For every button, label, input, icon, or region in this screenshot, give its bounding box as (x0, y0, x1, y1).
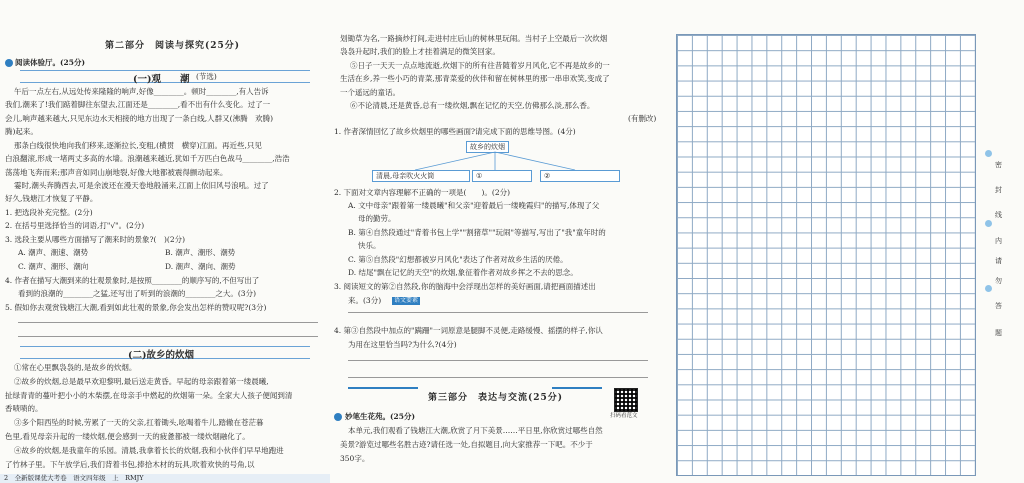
question-1: 1. 把选段补充完整。(2分) (5, 208, 93, 217)
a2-line-2: 扯绿青青的蔓叶把小小的木柴摆,在母亲手中燃起的炊烟第一朵。全家大人孩子便闻到清 (5, 391, 293, 400)
mid-top-line-5: ⑥不论清晨,还是黄昏,总有一缕炊烟,飘在记忆的天空,仿佛那么淡,那么香。 (350, 101, 595, 110)
question-4-line-0: 4. 作者在描写大潮到来的壮观景象时,是按照________的顺序写的,不但写出了 (5, 276, 260, 285)
a2-line-7: 了竹林子里。下午放学后,我们背着书包,捧拾木材的玩具,吹着欢快的号角,以 (5, 460, 255, 469)
mindmap-branch-1: 清晨,母亲吹火火筒 (372, 170, 470, 182)
side-char-6: 答 (995, 302, 1002, 310)
seal-dot-icon (985, 220, 992, 227)
section1-title: 阅读体验厅。(25分) (15, 58, 86, 67)
part3-left-bar (348, 387, 418, 389)
side-char-0: 密 (995, 161, 1002, 169)
part3-title: 第三部分 表达与交流(25分) (428, 393, 564, 403)
p3-line-0: 霎时,潮头奔腾西去,可是余波还在漫天卷地般涌来,江面上依旧风号浪吼。过了 (14, 181, 269, 190)
essay-line-0: 本单元,我们观看了钱塘江大潮,欣赏了月下美景……平日里,你欣赏过哪些自然 (348, 426, 603, 435)
p2-line-0: 那条白线很快地向我们移来,逐渐拉长,变粗,(横贯 横穿)江面。再近些,只见 (14, 141, 262, 150)
mid-question-2: 2. 下面对文章内容理解不正确的一项是( )。(2分) (334, 188, 511, 197)
q2-opt-line-4: C. 第⑤自然段"幻想都被岁月风化"表达了作者对故乡生活的厌倦。 (348, 255, 568, 264)
a2-line-1: ②故乡的炊烟,总是最早欢迎黎明,最后送走黄昏。早起的母亲跟着第一缕晨曦, (14, 377, 269, 386)
p1-line-3: 腾)起来。 (5, 127, 38, 136)
side-char-5: 勿 (995, 277, 1002, 285)
question-4-line-1: 看到的浪潮的________之猛,还写出了听到的浪潮的________之大。(3分) (18, 289, 257, 298)
q3-option-b: B. 潮声、潮形、潮势 (165, 248, 236, 257)
a2-line-6: ④故乡的炊烟,是我童年的乐园。清晨,我拿着长长的炊烟,我和小伙伴们早早地跑进 (14, 446, 284, 455)
part3-right-bar (552, 387, 602, 389)
essay-line-2: 350字。 (340, 454, 370, 463)
a2-line-0: ①常在心里飘袅袅的,是故乡的炊烟。 (14, 363, 137, 372)
mid-top-line-2: ⑤日子一天天一点点地流逝,炊烟下的所有往昔随着岁月风化,它不再是故乡的一 (350, 61, 610, 70)
mindmap-branch-3[interactable]: ② (540, 170, 620, 182)
p2-line-1: 白浪翻滚,形成一堵两丈多高的水墙。浪潮越来越近,犹如千万匹白色战马________,浩浩 (5, 154, 290, 163)
q2-opt-line-5: D. 结尾"飘在记忆的天空"的炊烟,象征着作者对故乡挥之不去的思念。 (348, 268, 578, 277)
mid-question-3-line-0: 3. 阅读短文的第②自然段,你的脑海中会浮现出怎样的美好画面,请把画面描述出 (334, 282, 596, 291)
q2-opt-line-0: A. 文中母亲"跟着第一缕晨曦"和父亲"迎着最后一缕晚霞归"的描写,体现了父 (348, 201, 600, 210)
essay-line-1: 美景?游览过哪些名胜古迹?请任选一处,自拟题目,向大家推荐一下吧。不少于 (340, 440, 593, 449)
section-bullet-icon (334, 413, 342, 421)
seal-dot-icon (985, 150, 992, 157)
question-2: 2. 在括号里选择恰当的词语,打"√"。(2分) (5, 221, 145, 230)
left-page (0, 0, 330, 483)
mid-top-line-0: 划锄草为名,一路摘炒打间,走进村庄后山的树林里玩闹。当村子上空最后一次炊烟 (340, 34, 608, 43)
p1-line-2: 会儿,响声越来越大,只见东边水天相接的地方出现了一条白线,人群又(沸腾 欢腾) (5, 114, 274, 123)
seal-dot-icon (985, 285, 992, 292)
answer-line[interactable] (348, 312, 648, 313)
q3-option-c: C. 潮声、潮形、潮向 (18, 262, 89, 271)
source-note: (有删改) (628, 114, 657, 123)
q2-opt-line-2: B. 第④自然段通过"背着书包上学""割猪草""玩闹"等描写,写出了"我"童年时的 (348, 228, 606, 237)
question-5: 5. 假如你去观赏钱塘江大潮,看到如此壮观的景象,你会发出怎样的赞叹呢?(3分) (5, 303, 267, 312)
qr-label: 扫码看范文 (610, 413, 638, 419)
answer-line[interactable] (18, 322, 318, 323)
mid-section-title: 妙笔生花苑。(25分) (345, 412, 416, 421)
section-bullet-icon (5, 59, 13, 67)
side-char-7: 题 (995, 329, 1002, 337)
q2-opt-line-3: 快乐。 (358, 241, 381, 250)
side-char-2: 线 (995, 211, 1002, 219)
qr-code-icon[interactable] (614, 388, 638, 412)
answer-line[interactable] (348, 377, 648, 378)
mid-question-3-line-1: 来。(3分) (348, 296, 382, 305)
side-char-1: 封 (995, 186, 1002, 194)
a2-line-3: 香啧啧的。 (5, 404, 43, 413)
article1-title: (一)观 潮 (133, 74, 190, 85)
mid-top-line-1: 袅袅升起时,我们的脸上才挂着满足的微笑回家。 (340, 47, 500, 56)
mid-top-line-4: 一个遥远的童话。 (340, 88, 400, 97)
article1-note: (节选) (196, 72, 217, 81)
answer-line[interactable] (18, 336, 318, 337)
answer-line[interactable] (348, 360, 648, 361)
mindmap-center-box: 故乡的炊烟 (466, 141, 509, 153)
p1-line-1: 我们,潮来了!我们踮着脚往东望去,江面还是________,看不出有什么变化。过了一 (5, 100, 271, 109)
p2-line-2: 荡荡地飞奔而来;那声音如同山崩地裂,好像大地都被震得颤动起来。 (5, 168, 228, 177)
writing-grid[interactable] (676, 34, 976, 476)
mid-question-1: 1. 作者深情回忆了故乡炊烟里的哪些画面?请完成下面的思维导图。(4分) (334, 127, 576, 136)
q3-option-d: D. 潮声、潮向、潮势 (165, 262, 236, 271)
a2-line-4: ③多个阳西坠的时候,劳累了一天的父亲,扛着锄头,吆喝着牛儿,踏辙在苍茫暮 (14, 418, 264, 427)
part2-title: 第二部分 阅读与探究(25分) (105, 41, 241, 51)
q3-option-a: A. 潮声、潮速、潮势 (18, 248, 89, 257)
side-char-4: 请 (995, 257, 1002, 265)
mindmap-branch-2[interactable]: ① (472, 170, 532, 182)
article2-title: (二)故乡的炊烟 (128, 350, 194, 361)
question-3: 3. 选段主要从哪些方面描写了潮来时的景象?( )(2分) (5, 235, 186, 244)
q2-opt-line-1: 母的勤劳。 (358, 214, 396, 223)
q3-tag: 语文要素 (394, 297, 419, 304)
p1-line-0: 午后一点左右,从远处传来隆隆的响声,好像________。顿时________,有人告诉 (14, 87, 269, 96)
p3-line-1: 好久,钱塘江才恢复了平静。 (5, 194, 98, 203)
page-footer (0, 474, 330, 483)
footer-text: 2 全新版课优大考卷 语文四年级 上 RMJY (4, 474, 144, 482)
mid-question-4-line-0: 4. 第③自然段中加点的"蹒跚"一词原意是腿脚不灵便,走路缓慢、摇摆的样子,你认 (334, 326, 603, 335)
side-char-3: 内 (995, 237, 1002, 245)
mid-question-4-line-1: 为用在这里恰当吗?为什么?(4分) (348, 340, 457, 349)
a2-line-5: 色里,看见母亲升起的一缕炊烟,便会感到一天的疲惫都被一缕炊烟融化了。 (5, 432, 250, 441)
mid-top-line-3: 生活在乡,养一些小巧的青菜,那青菜爱的伙伴和留在树林里的那一串串欢笑,变成了 (340, 74, 610, 83)
